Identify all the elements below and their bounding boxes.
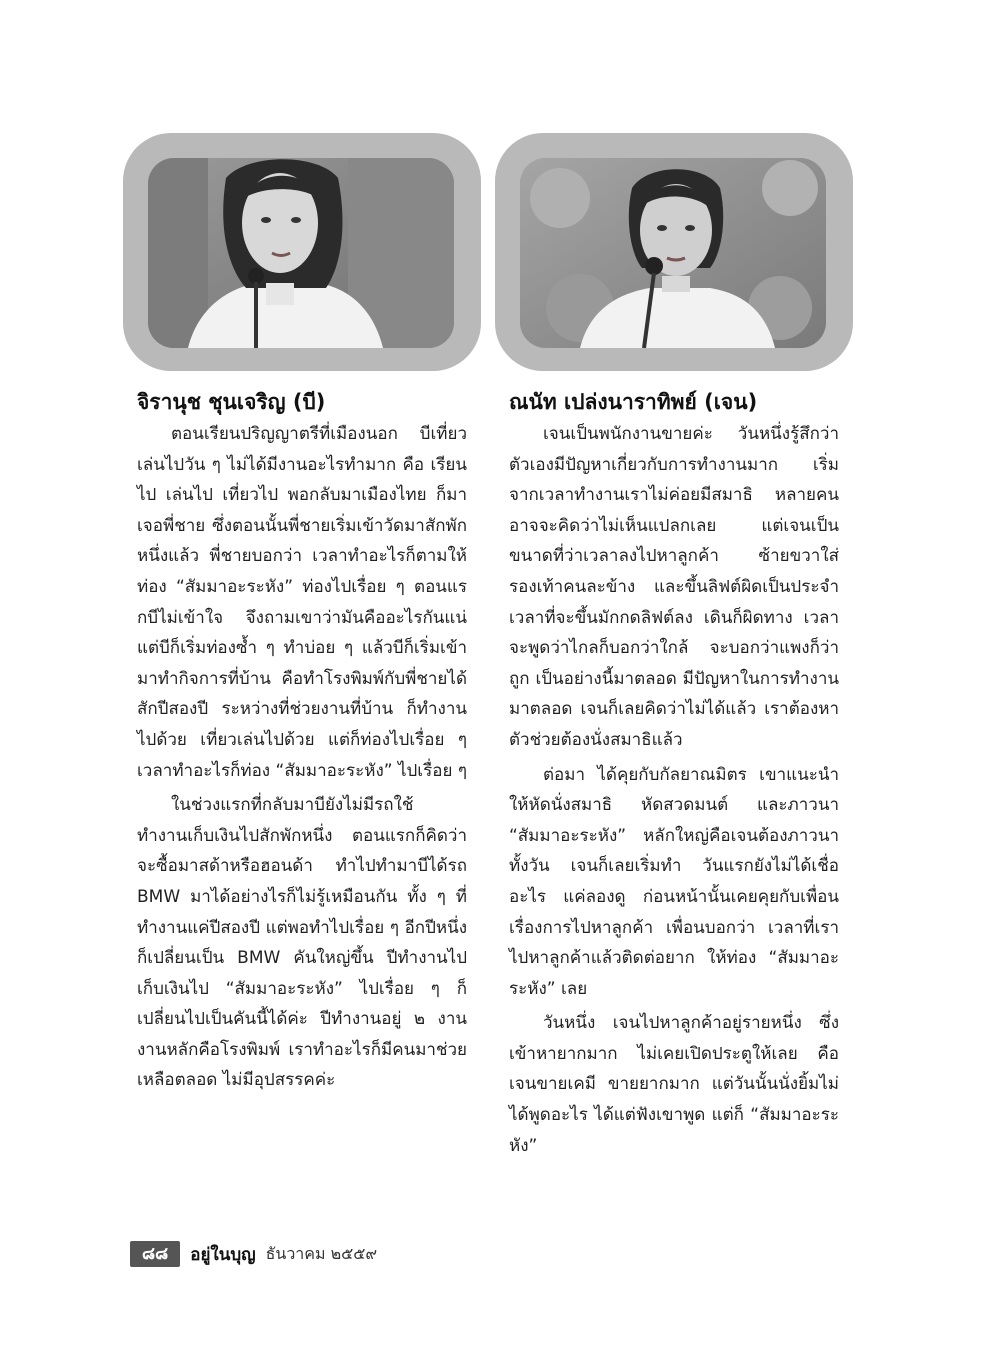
paragraph: ต่อมา ได้คุยกับกัลยาณมิตร เขาแนะนำให้หัดนั่งสมาธิ หัดสวดมนต์ และภาวนา “สัมมาอะระหัง” หลักใหญ่คือเจนต้องภาวนาทั้งวัน เจนก็เลยเริ่มทำ วันแรกยังไม่ได้เชื่ออะไร แค่ลองดู ก่อนหน้านั้นเคยคุยกับเพื่อนเรื่องการไปหาลูกค้า เพื่อนบอกว่า เวลาที่เราไปหาลูกค้าแล้วติดต่อยาก ให้ท่อง “สัมมาอะระหัง” เลย: [509, 764, 839, 999]
person-name-left: จิรานุช ชุนเจริญ (บี): [137, 390, 326, 414]
portrait-image-right: [520, 158, 826, 348]
magazine-name: อยู่ในบุญ: [190, 1244, 256, 1265]
paragraph: ตอนเรียนปริญญาตรีที่เมืองนอก บีเที่ยวเล่นไปวัน ๆ ไม่ได้มีงานอะไรทำมาก คือ เรียนไป เล่นไป เที่ยวไป พอกลับมาเมืองไทย ก็มาเจอพี่ชาย ซึ่งตอนนั้นพี่ชายเริ่มเข้าวัดมาสักพักหนึ่งแล้ว พี่ชายบอกว่า เวลาทำอะไรก็ตามให้ท่อง “สัมมาอะระหัง” ท่องไปเรื่อย ๆ ตอนแรกบีไม่เข้าใจ จึงถามเขาว่ามันคืออะไรกันแน่ แต่บีก็เริ่มท่องซ้ำ ๆ ทำบ่อย ๆ แล้วบีก็เริ่มเข้ามาทำกิจการที่บ้าน คือทำโรงพิมพ์กับพี่ชายได้สักปีสองปี ระหว่างที่ช่วยงานที่บ้าน ก็ทำงานไปด้วย เที่ยวเล่นไปด้วย แต่ก็ท่องไปเรื่อย ๆ เวลาทำอะไรก็ท่อง “สัมมาอะระหัง” ไปเรื่อย ๆ: [137, 424, 467, 781]
issue-date: ธันวาคม ๒๕๕๙: [265, 1243, 378, 1263]
article-text-left: [137, 419, 467, 1096]
right-column: [495, 133, 853, 1161]
photo-frame-left: [123, 133, 481, 371]
paragraph: เจนเป็นพนักงานขายค่ะ วันหนึ่งรู้สึกว่าตัวเองมีปัญหาเกี่ยวกับการทำงานมาก เริ่มจากเวลาทำงานเราไม่ค่อยมีสมาธิ หลายคนอาจจะคิดว่าไม่เห็นแปลกเลย แต่เจนเป็นขนาดที่ว่าเวลาลงไปหาลูกค้า ซ้ายขวาใส่รองเท้าคนละข้าง และขึ้นลิฟต์ผิดเป็นประจำ เวลาที่จะขึ้นมักกดลิฟต์ลง เดินก็ผิดทาง เวลาจะพูดว่าไกลก็บอกว่าใกล้ จะบอกว่าแพงก็ว่าถูก เป็นอย่างนี้มาตลอด มีปัญหาในการทำงานมาตลอด เจนก็เลยคิดว่าไม่ได้แล้ว เราต้องหาตัวช่วยต้องนั่งสมาธิแล้ว: [509, 424, 839, 750]
page-number: ๘๘: [130, 1241, 180, 1267]
page-footer: [130, 1240, 377, 1268]
paragraph: ในช่วงแรกที่กลับมาบียังไม่มีรถใช้ ทำงานเก็บเงินไปสักพักหนึ่ง ตอนแรกก็คิดว่าจะซื้อมาสด้าหรือฮอนด้า ทำไปทำมาบีได้รถ BMW มาได้อย่างไรก็ไม่รู้เหมือนกัน ทั้ง ๆ ที่ทำงานแค่ปีสองปี แต่พอทำไปเรื่อย ๆ อีกปีหนึ่งก็เปลี่ยนเป็น BMW คันใหญ่ขึ้น ปีทำงานไปเก็บเงินไป “สัมมาอะระหัง” ไปเรื่อย ๆ ก็เปลี่ยนไปเป็นคันนี้ได้ค่ะ ปีทำงานอยู่ ๒ งาน งานหลักคือโรงพิมพ์ เราทำอะไรก็มีคนมาช่วยเหลือตลอด ไม่มีอุปสรรคค่ะ: [137, 795, 467, 1091]
left-column: [123, 133, 481, 1096]
photo-right: [520, 158, 826, 348]
photo-left: [148, 158, 454, 348]
paragraph: วันหนึ่ง เจนไปหาลูกค้าอยู่รายหนึ่ง ซึ่งเข้าหายากมาก ไม่เคยเปิดประตูให้เลย คือ เจนขายเคมี ขายยากมาก แต่วันนั้นนั่งยิ้มไม่ได้พูดอะไร ได้แต่ฟังเขาพูด แต่ก็ “สัมมาอะระหัง”: [509, 1013, 839, 1156]
article-text-right: [509, 419, 839, 1161]
portrait-image-left: [148, 158, 454, 348]
photo-frame-right: [495, 133, 853, 371]
person-name-right: ณนัท เปล่งนาราทิพย์ (เจน): [509, 390, 758, 414]
